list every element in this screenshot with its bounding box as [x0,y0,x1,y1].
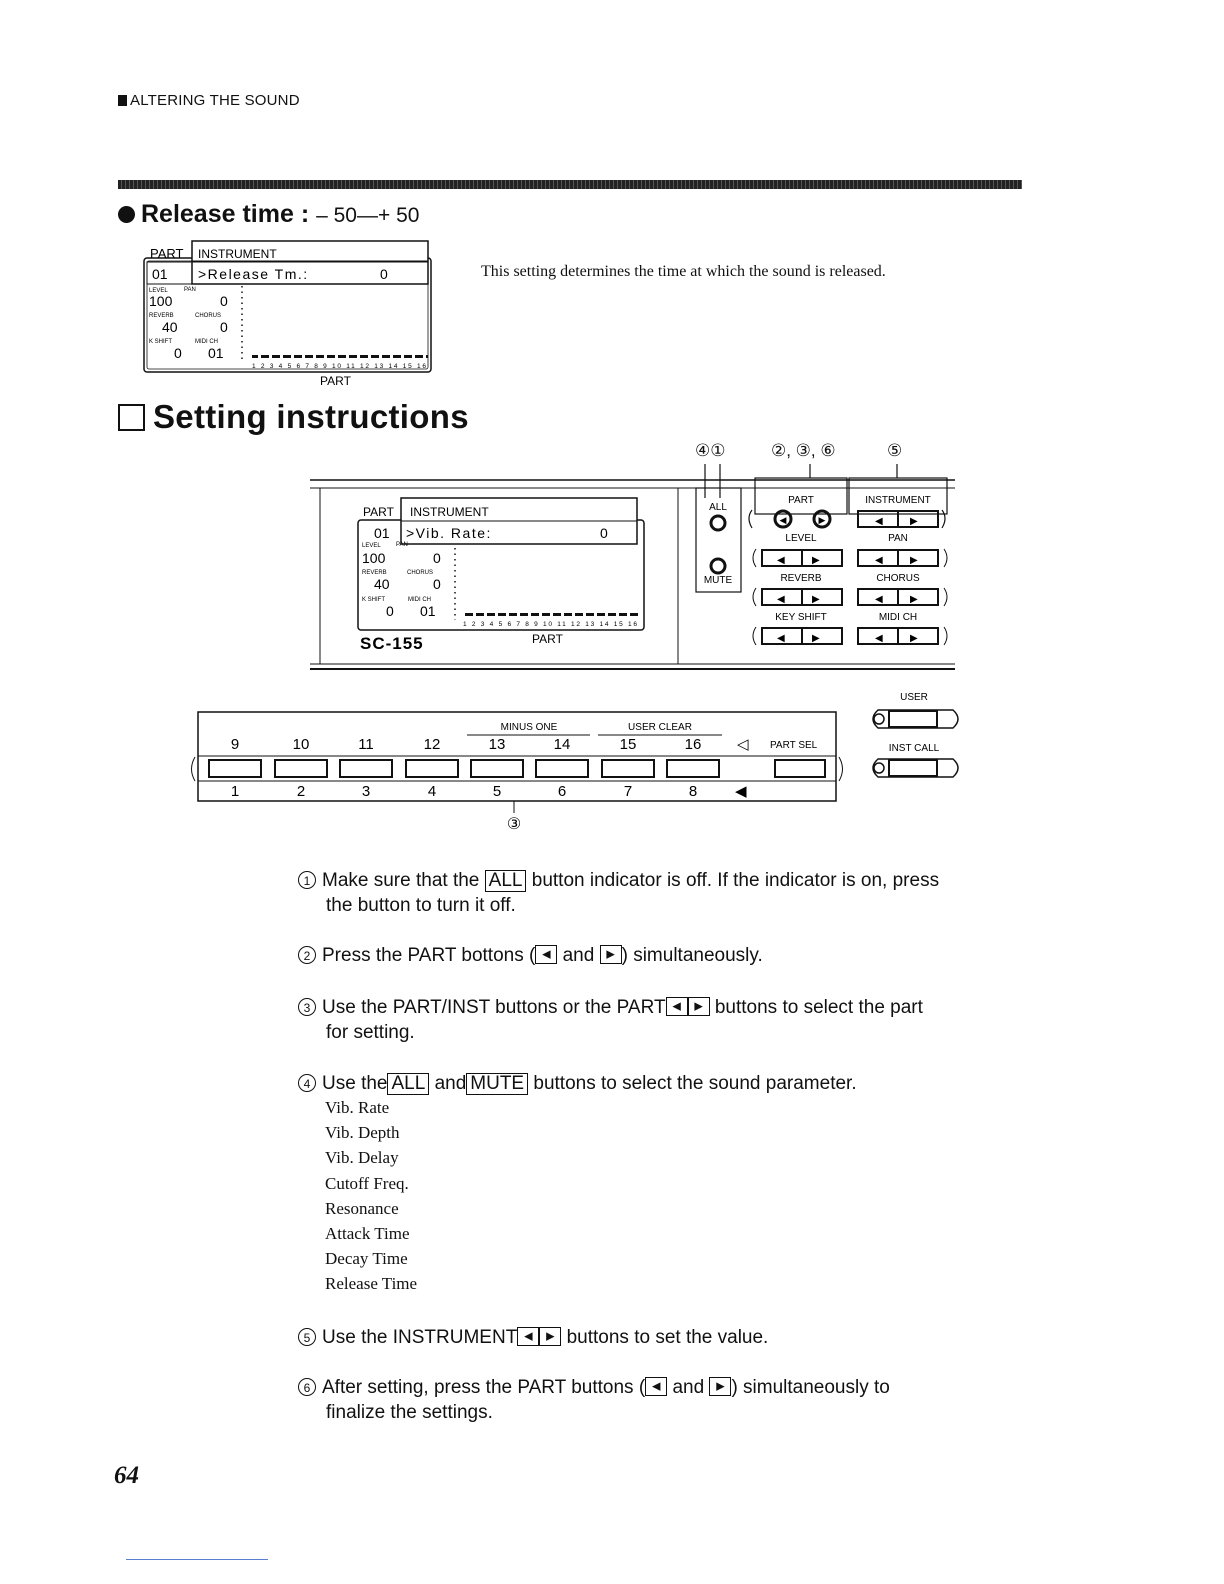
step-text: buttons to select the part [714,997,923,1018]
lcd2-part-label: PART [363,505,394,519]
list-item: Vib. Depth [325,1123,400,1143]
left-arrow-key-icon: ◀ [666,997,688,1016]
part-key-6[interactable] [536,760,588,777]
lcd-part-label: PART [150,246,184,261]
part-next-arrow-icon: ▶ [818,515,826,525]
key-label-3: 3 [361,783,371,800]
minus-one-label: MINUS ONE [500,722,558,733]
list-item: Vib. Rate [325,1098,390,1117]
all-key-icon: ALL [485,870,527,892]
section-header-text: ALTERING THE SOUND [130,92,300,109]
key-label-15: 15 [619,736,637,753]
step-number: 5 [298,1328,316,1346]
lcd2-chorus-value: 0 [433,576,441,592]
svg-text:▶: ▶ [910,555,918,566]
lcd-midich-value: 01 [208,345,224,361]
checkbox-square-icon [118,404,145,431]
mute-button[interactable] [711,559,725,573]
step-2 [298,943,763,968]
lcd-reverb-value: 40 [162,319,178,335]
part-sel-label: PART SEL [770,740,818,751]
key-label-5: 5 [492,783,502,800]
part-sel-key[interactable] [775,760,825,777]
callout-4-1: ④① [695,441,726,460]
step-text: Use the INSTRUMENT [322,1327,518,1348]
callout-5: ⑤ [887,441,903,460]
lcd-chorus-label: CHORUS [195,313,222,319]
list-item: Vib. Delay [325,1148,399,1168]
key-label-8: 8 [688,783,698,800]
lcd-level-value: 100 [149,293,173,309]
step-text: Use the [322,1073,388,1094]
mute-label: MUTE [703,575,733,586]
svg-text:◀: ◀ [875,633,883,644]
svg-text:◀: ◀ [875,594,883,605]
all-label: ALL [709,502,727,513]
left-arrow-key-icon: ◀ [535,945,557,964]
left-arrow-key-icon: ◀ [517,1327,539,1346]
step-text: Press the PART bottons ( [322,945,536,966]
step-text: Use the PART/INST buttons or the PART [322,997,666,1018]
right-arrow-key-icon: ▶ [709,1377,731,1396]
svg-text:▶: ▶ [910,594,918,605]
inst-call-button[interactable] [889,760,937,776]
step-text: and [562,945,595,966]
step-number: 1 [298,871,316,889]
bullet-icon [118,206,135,223]
pan-label: PAN [888,533,908,544]
step-number: 2 [298,946,316,964]
mute-key-icon: MUTE [466,1073,528,1095]
part-keys-panel [185,685,975,835]
svg-text:◀: ◀ [777,633,785,644]
lcd-instrument-label: INSTRUMENT [198,247,277,261]
inst-call-label: INST CALL [888,743,940,754]
release-title: Release time : [141,200,310,228]
lcd2-pan-value: 0 [433,550,441,566]
lcd2-part-numbers: 1 2 3 4 5 6 7 8 9 10 11 12 13 14 15 16 [463,621,637,628]
lcd2-midich-value: 01 [420,603,436,619]
page-number: 64 [114,1462,139,1489]
key-label-7: 7 [623,783,633,800]
reverb-label: REVERB [780,573,822,584]
setting-instructions-heading [118,398,469,436]
section-rule [118,180,1022,189]
step-number: 4 [298,1074,316,1092]
midi-ch-label: MIDI CH [878,612,918,623]
user-button[interactable] [889,711,937,727]
key-shift-label: KEY SHIFT [775,612,827,623]
callout-2-3-6: ②, ③, ⑥ [771,441,836,460]
part-sel-arrow-icon: ◁ [737,736,749,753]
part-key-8[interactable] [667,760,719,777]
lcd-level-label: LEVEL [149,288,168,294]
part-key-5[interactable] [471,760,523,777]
step-text: ) simultaneously. [621,945,763,966]
svg-text:▶: ▶ [812,594,820,605]
step-1 [298,868,939,918]
lcd2-part-caption: PART [532,632,563,646]
step-text: finalize the settings. [326,1402,493,1423]
part-prev-arrow-icon: ◀ [779,515,787,525]
lcd2-instrument-label: INSTRUMENT [410,505,489,519]
left-arrow-key-icon: ◀ [645,1377,667,1396]
parameter-list [325,1098,417,1300]
part-sel-back-icon: ◀ [735,783,747,800]
step-number: 3 [298,998,316,1016]
lcd2-kshift-label: K SHIFT [362,597,386,603]
svg-text:▶: ▶ [910,633,918,644]
footer-line [126,1559,268,1560]
model-logo: SC-155 [360,634,424,653]
step-text: and [434,1073,467,1094]
section-header [118,92,300,109]
step-text: buttons to set the value. [566,1327,769,1348]
chorus-label: CHORUS [876,573,920,584]
right-arrow-key-icon: ▶ [688,997,710,1016]
step-text: button indicator is off. If the indicator is on, press [531,870,940,891]
lcd-part-caption: PART [320,374,351,388]
step-text: After setting, press the PART buttons ( [322,1377,646,1398]
lcd-pan-value: 0 [220,293,228,309]
release-time-heading [118,200,419,229]
callout-3: ③ [506,816,522,833]
release-lcd [140,238,440,390]
svg-text:◀: ◀ [777,594,785,605]
step-3 [298,995,923,1045]
key-label-4: 4 [427,783,437,800]
panel-part-label: PART [788,495,814,506]
step-5 [298,1325,768,1350]
list-item: Release Time [325,1274,418,1294]
lcd2-pan-label: PAN [396,542,408,548]
instrument-next-arrow-icon: ▶ [910,516,918,527]
all-button[interactable] [711,516,725,530]
part-key-3[interactable] [340,760,392,777]
lcd2-parameter-line: >Vib. Rate: [406,525,492,541]
step-text: the button to turn it off. [326,895,516,916]
lcd-part-number: 01 [152,266,168,282]
lcd-midich-label: MIDI CH [195,339,218,345]
list-item: Decay Time [325,1249,408,1269]
step-4 [298,1071,857,1096]
svg-text:▶: ▶ [812,633,820,644]
key-label-14: 14 [553,736,571,753]
step-text: buttons to select the sound parameter. [533,1073,857,1094]
svg-text:◀: ◀ [875,555,883,566]
key-label-1: 1 [230,783,240,800]
lcd-part-numbers: 1 2 3 4 5 6 7 8 9 10 11 12 13 14 15 16 [252,363,427,370]
key-label-2: 2 [296,783,306,800]
user-label: USER [900,692,928,703]
step-text: for setting. [326,1022,415,1043]
step-text: ) simultaneously to [731,1377,890,1398]
lcd2-part-number: 01 [374,525,390,541]
key-label-11: 11 [358,736,374,753]
right-arrow-key-icon: ▶ [539,1327,561,1346]
lcd-kshift-value: 0 [174,345,182,361]
lcd2-reverb-label: REVERB [362,570,387,576]
user-clear-label: USER CLEAR [628,722,692,733]
key-label-13: 13 [488,736,506,753]
level-label: LEVEL [785,533,817,544]
lcd-parameter-line: >Release Tm.: [198,266,309,282]
key-label-9: 9 [230,736,240,753]
step-text: Make sure that the [322,870,480,891]
lcd2-kshift-value: 0 [386,603,394,619]
all-key-icon: ALL [387,1073,429,1095]
lcd-chorus-value: 0 [220,319,228,335]
list-item: Cutoff Freq. [325,1173,409,1193]
lcd2-level-value: 100 [362,550,386,566]
key-label-6: 6 [557,783,567,800]
lcd2-reverb-value: 40 [374,576,390,592]
key-label-10: 10 [292,736,310,753]
lcd2-parameter-value: 0 [600,525,608,541]
right-arrow-key-icon: ▶ [600,945,622,964]
release-range: – 50—+ 50 [316,204,420,227]
part-key-4[interactable] [406,760,458,777]
step-text: and [672,1377,705,1398]
lcd2-chorus-label: CHORUS [407,570,434,576]
step-number: 6 [298,1378,316,1396]
lcd-kshift-label: K SHIFT [149,339,173,345]
list-item: Attack Time [325,1223,410,1243]
key-label-12: 12 [423,736,441,753]
key-label-16: 16 [684,736,702,753]
list-item: Resonance [325,1198,399,1218]
lcd-pan-label: PAN [184,287,196,293]
part-key-1[interactable] [209,760,261,777]
sc155-front-panel [300,458,970,678]
part-key-2[interactable] [275,760,327,777]
lcd-reverb-label: REVERB [149,313,174,319]
svg-text:▶: ▶ [812,555,820,566]
square-bullet-icon [118,95,127,106]
lcd2-level-label: LEVEL [362,543,381,549]
panel-instrument-label: INSTRUMENT [865,495,931,506]
step-6 [298,1375,890,1425]
lcd2-midich-label: MIDI CH [408,597,431,603]
lcd-parameter-value: 0 [380,266,388,282]
setting-title: Setting instructions [153,398,469,435]
release-description: This setting determines the time at which the sound is released. [481,263,886,280]
svg-text:◀: ◀ [777,555,785,566]
part-key-7[interactable] [602,760,654,777]
instrument-prev-arrow-icon: ◀ [875,516,883,527]
